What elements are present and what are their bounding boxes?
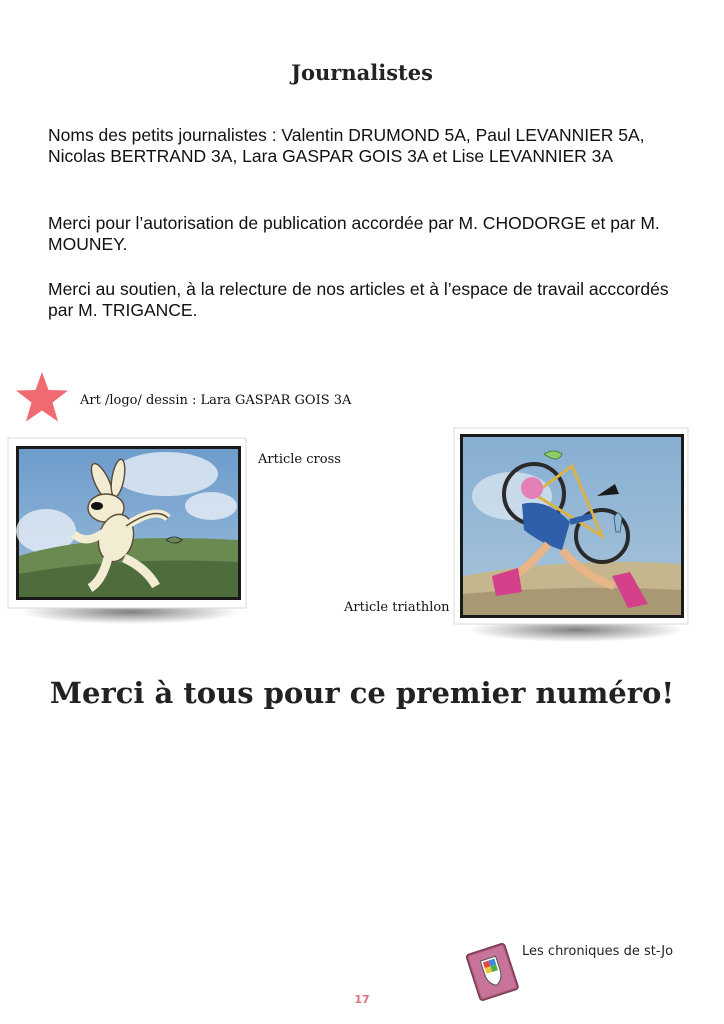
cross-article-image bbox=[6, 436, 250, 632]
support-paragraph: Merci au soutien, à la relecture de nos articles et à l’espace de travail acccordés par M. TRIGANCE. bbox=[48, 279, 669, 320]
cross-article-caption: Article cross bbox=[258, 452, 341, 467]
page-number: 17 bbox=[354, 993, 370, 1006]
triathlon-article-image bbox=[452, 426, 692, 648]
art-credit: Art /logo/ dessin : Lara GASPAR GOIS 3A bbox=[80, 393, 352, 408]
thanks-message: Merci à tous pour ce premier numéro! bbox=[49, 676, 675, 710]
authorization-paragraph: Merci pour l’autorisation de publication accordée par M. CHODORGE et par M. MOUNEY. bbox=[48, 213, 660, 254]
triathlon-article-caption: Article triathlon bbox=[344, 600, 450, 615]
journalists-paragraph: Noms des petits journalistes : Valentin DRUMOND 5A, Paul LEVANNIER 5A, Nicolas BERTRAND 3A, Lara GASPAR GOIS 3A et Lise LEVANNIER 3A bbox=[48, 125, 645, 166]
publication-brand: Les chroniques de st-Jo bbox=[522, 944, 674, 959]
star-icon bbox=[14, 370, 70, 424]
page-heading: Journalistes bbox=[291, 60, 433, 85]
